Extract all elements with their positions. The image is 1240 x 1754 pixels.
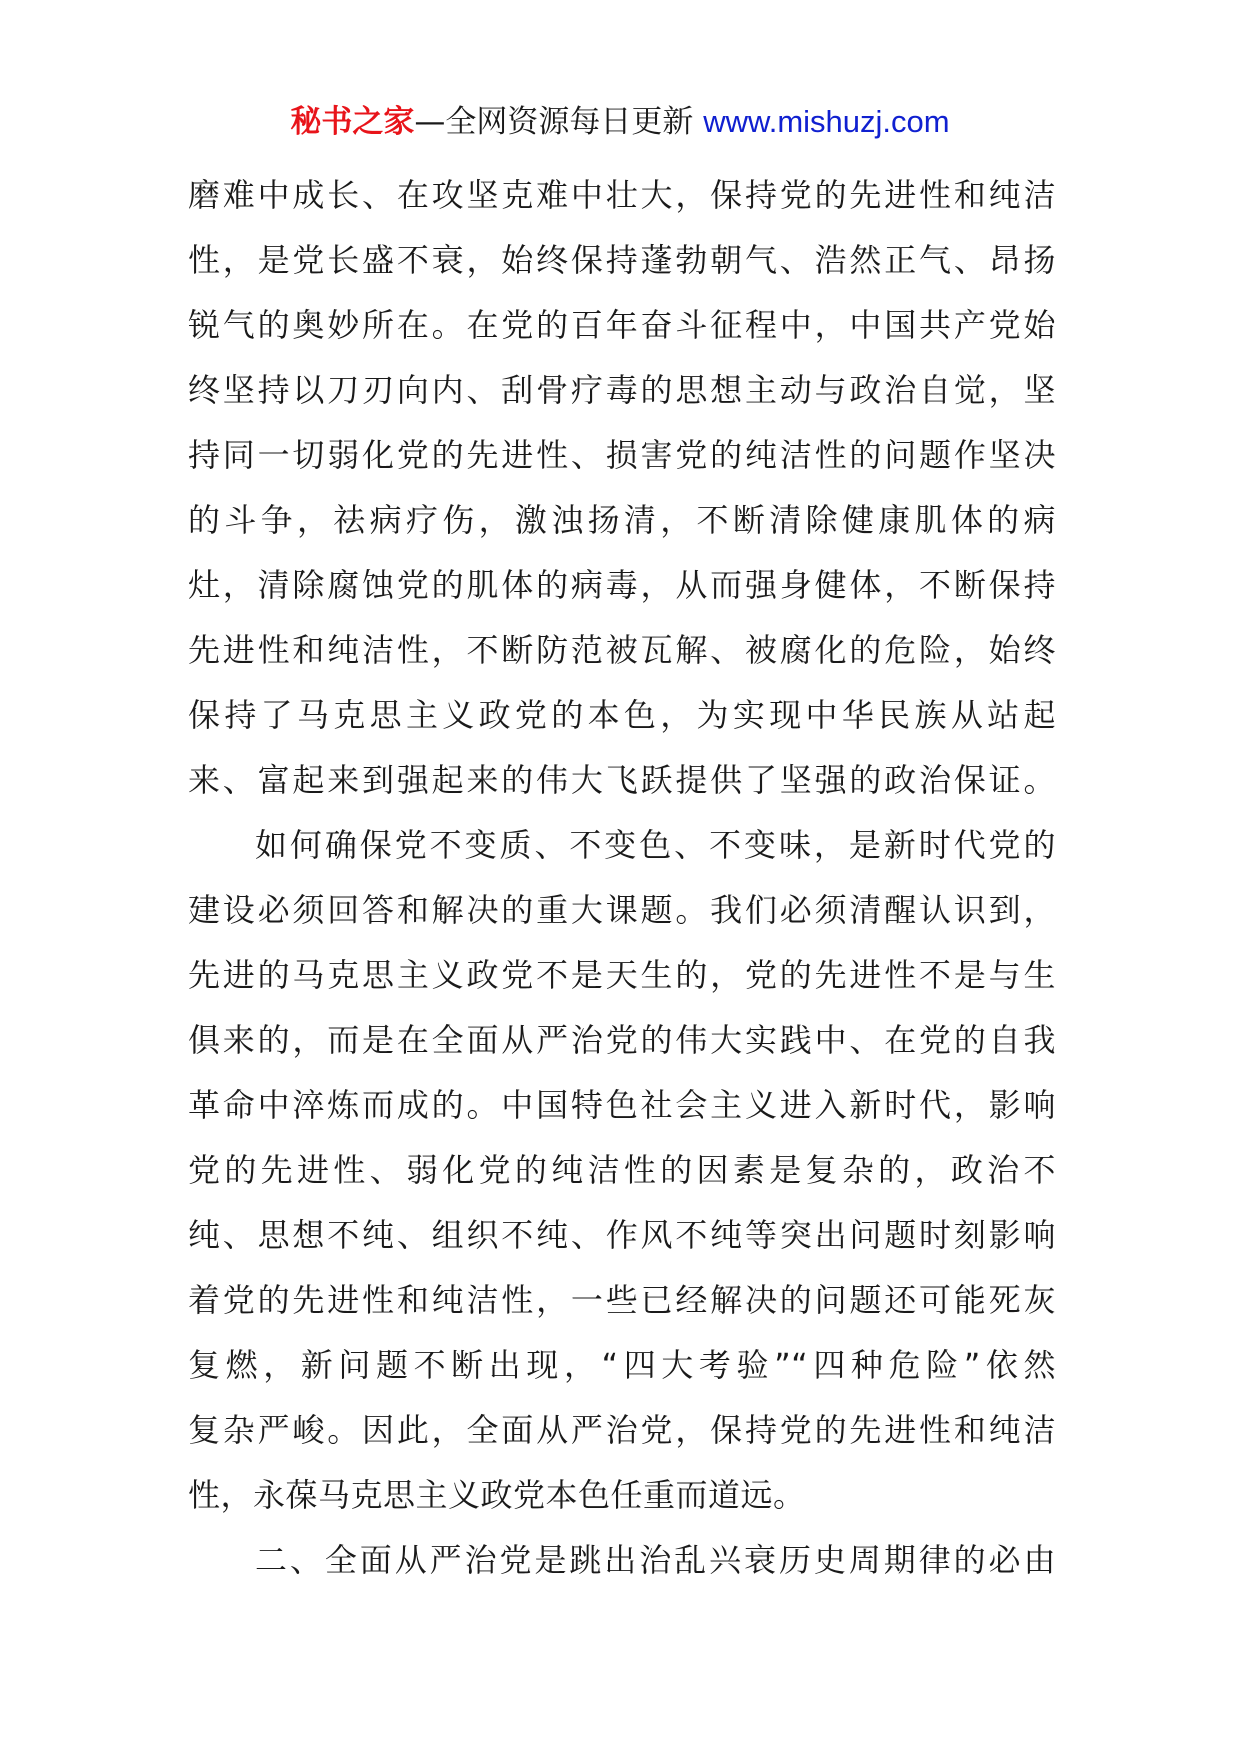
text-line: 如何确保党不变质、不变色、不变味，是新时代党的 [255,826,1056,864]
text-line: 终坚持以刀刃向内、刮骨疗毒的思想主动与政治自觉，坚 [188,371,1056,409]
text-line: 来、富起来到强起来的伟大飞跃提供了坚强的政治保证。 [188,761,1056,799]
text-line: 建设必须回答和解决的重大课题。我们必须清醒认识到， [188,891,1056,929]
paragraph-2 [188,813,1056,1528]
text-line: 保持了马克思主义政党的本色，为实现中华民族从站起 [188,696,1056,734]
text-line: 磨难中成长、在攻坚克难中壮大，保持党的先进性和纯洁 [188,176,1056,214]
text-line: 二、全面从严治党是跳出治乱兴衰历史周期律的必由 [255,1541,1056,1579]
site-url-link[interactable]: www.mishuzj.com [703,104,950,139]
text-line: 俱来的，而是在全面从严治党的伟大实践中、在党的自我 [188,1021,1056,1059]
text-line: 先进的马克思主义政党不是天生的，党的先进性不是与生 [188,956,1056,994]
site-header [0,100,1240,144]
text-line: 纯、思想不纯、组织不纯、作风不纯等突出问题时刻影响 [188,1216,1056,1254]
header-tagline: —全网资源每日更新 [414,104,704,140]
brand-name: 秘书之家 [290,104,415,140]
text-line: 着党的先进性和纯洁性，一些已经解决的问题还可能死灰 [188,1281,1056,1319]
text-line: 持同一切弱化党的先进性、损害党的纯洁性的问题作坚决 [188,436,1056,474]
document-body [188,163,1056,1593]
text-line: 复燃，新问题不断出现，“四大考验”“四种危险”依然 [188,1346,1056,1384]
text-line: 复杂严峻。因此，全面从严治党，保持党的先进性和纯洁 [188,1411,1056,1449]
text-line: 性，是党长盛不衰，始终保持蓬勃朝气、浩然正气、昂扬 [188,241,1056,279]
section-heading-2 [188,1528,1056,1593]
text-line: 锐气的奥妙所在。在党的百年奋斗征程中，中国共产党始 [188,306,1056,344]
text-line: 党的先进性、弱化党的纯洁性的因素是复杂的，政治不 [188,1151,1056,1189]
text-line: 的斗争，祛病疗伤，激浊扬清，不断清除健康肌体的病 [188,501,1056,539]
paragraph-1 [188,163,1056,813]
text-line: 革命中淬炼而成的。中国特色社会主义进入新时代，影响 [188,1086,1056,1124]
text-line: 性，永葆马克思主义政党本色任重而道远。 [188,1476,806,1514]
text-line: 先进性和纯洁性，不断防范被瓦解、被腐化的危险，始终 [188,631,1056,669]
text-line: 灶，清除腐蚀党的肌体的病毒，从而强身健体，不断保持 [188,566,1056,604]
